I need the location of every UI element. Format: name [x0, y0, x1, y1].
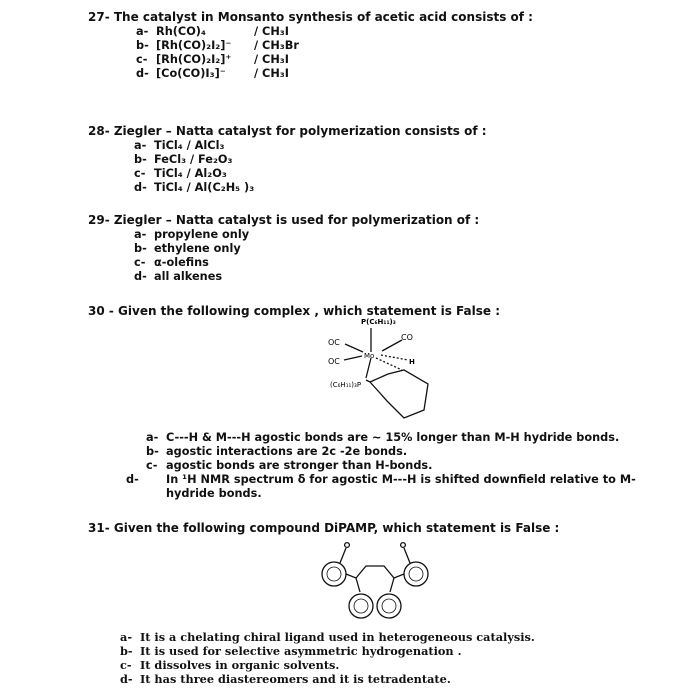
- cyclohexyl-ring: [370, 370, 428, 418]
- option-reagent: / CH₃I: [254, 25, 289, 38]
- option-text: α-olefins: [154, 256, 209, 269]
- question-29: [88, 213, 479, 284]
- option-letter: b-: [136, 39, 149, 52]
- question-title: 31- Given the following compound DiPAMP, which statement is False :: [88, 521, 560, 535]
- option-b: [134, 242, 479, 256]
- option-letter: c-: [134, 256, 146, 269]
- option-c: [120, 658, 535, 672]
- option-reagent: / CH₃Br: [254, 39, 299, 52]
- ethylene-bridge: [346, 566, 404, 578]
- option-letter: d-: [136, 67, 149, 80]
- question-31: [88, 521, 559, 536]
- option-d: [120, 672, 535, 686]
- option-letter: c-: [134, 167, 146, 180]
- option-reagent: / CH₃I: [254, 53, 289, 66]
- oc-bond-1: [345, 344, 363, 352]
- option-text: TiCl₄ / AlCl₃: [154, 139, 225, 152]
- right-anisyl-aromatic: [409, 567, 423, 581]
- question-title: 30 - Given the following complex , which statement is False :: [88, 304, 501, 318]
- option-letter: c-: [146, 459, 158, 472]
- option-b: [146, 445, 656, 459]
- right-p-phenyl-bond: [390, 578, 394, 592]
- option-letter: d-: [120, 672, 133, 686]
- option-d: [126, 473, 656, 501]
- oc-bond-2: [344, 356, 362, 360]
- option-text: [Rh(CO)₂I₂]⁺: [156, 53, 232, 66]
- option-text: all alkenes: [154, 270, 223, 283]
- option-letter: d-: [126, 473, 139, 486]
- option-text: [Rh(CO)₂I₂]⁻: [156, 39, 232, 52]
- option-letter: c-: [120, 658, 132, 672]
- option-letter: a-: [134, 228, 147, 241]
- option-text: It dissolves in organic solvents.: [140, 658, 340, 672]
- option-c: [146, 459, 656, 473]
- left-anisyl-aromatic: [327, 567, 341, 581]
- option-c: [134, 256, 479, 270]
- option-reagent: / CH₃I: [254, 67, 289, 80]
- option-letter: a-: [120, 630, 133, 644]
- question-title: 27- The catalyst in Monsanto synthesis of acetic acid consists of :: [88, 10, 533, 24]
- mo-h-agostic: [381, 355, 408, 360]
- bottom-ligand-label: (C₆H₁₁)₃P: [330, 381, 362, 389]
- co-bond: [382, 340, 402, 351]
- co-label: CO: [401, 333, 413, 342]
- top-ligand-label: P(C₆H₁₁)₃: [361, 318, 396, 326]
- option-c: [134, 167, 487, 181]
- option-a: [120, 630, 535, 644]
- option-b: [134, 153, 487, 167]
- left-oxygen: [345, 543, 350, 548]
- option-text: It has three diastereomers and it is tetradentate.: [140, 672, 451, 686]
- option-letter: b-: [120, 644, 133, 658]
- right-phenyl-aromatic: [382, 599, 396, 613]
- option-letter: b-: [134, 153, 147, 166]
- option-letter: b-: [134, 242, 147, 255]
- option-letter: d-: [134, 270, 147, 283]
- option-letter: b-: [146, 445, 159, 458]
- option-letter: d-: [134, 181, 147, 194]
- option-text: TiCl₄ / Al(C₂H₅ )₃: [154, 181, 255, 194]
- left-phenyl-aromatic: [354, 599, 368, 613]
- option-d: [136, 67, 533, 81]
- option-letter: a-: [146, 431, 159, 444]
- option-text: In ¹H NMR spectrum δ for agostic M---H is shifted downfield relative to M-hydride bonds.: [166, 473, 636, 500]
- question-31-options: [120, 630, 535, 686]
- option-a: [146, 431, 656, 445]
- option-letter: c-: [136, 53, 148, 66]
- oc-label-1: OC: [328, 338, 340, 347]
- option-text: propylene only: [154, 228, 250, 241]
- right-anisyl-ring: [404, 562, 428, 586]
- question-27: [88, 10, 533, 81]
- option-a: [134, 228, 479, 242]
- option-a: [136, 25, 533, 39]
- option-d: [134, 270, 479, 284]
- option-text: It is a chelating chiral ligand used in heterogeneous catalysis.: [140, 630, 535, 644]
- question-30-options: [126, 431, 656, 501]
- option-letter: a-: [136, 25, 149, 38]
- option-text: C---H & M---H agostic bonds are ~ 15% longer than M-H hydride bonds.: [166, 431, 620, 444]
- question-title: 29- Ziegler – Natta catalyst is used for polymerization of :: [88, 213, 480, 227]
- option-text: [Co(CO)I₃]⁻: [156, 67, 226, 80]
- question-title: 28- Ziegler – Natta catalyst for polymerization consists of :: [88, 124, 487, 138]
- option-text: It is used for selective asymmetric hydrogenation .: [140, 644, 462, 658]
- option-text: agostic interactions are 2c -2e bonds.: [166, 445, 408, 458]
- option-text: FeCl₃ / Fe₂O₃: [154, 153, 233, 166]
- mo-p-bond-bottom: [366, 358, 371, 378]
- option-c: [136, 53, 533, 67]
- dipamp-structure: [300, 536, 450, 626]
- agostic-complex-structure: [300, 314, 470, 426]
- option-b: [120, 644, 535, 658]
- option-text: agostic bonds are stronger than H-bonds.: [166, 459, 433, 472]
- right-oxygen: [401, 543, 406, 548]
- option-text: ethylene only: [154, 242, 241, 255]
- metal-label: Mo: [364, 352, 375, 360]
- left-methoxy-bond: [340, 548, 346, 563]
- hydrogen-label: H: [409, 358, 415, 366]
- option-a: [134, 139, 487, 153]
- option-text: Rh(CO)₄: [156, 25, 206, 38]
- option-text: TiCl₄ / Al₂O₃: [154, 167, 227, 180]
- oc-label-2: OC: [328, 357, 340, 366]
- left-phenyl-ring: [349, 594, 373, 618]
- left-anisyl-ring: [322, 562, 346, 586]
- mo-c-agostic: [376, 358, 402, 370]
- left-p-phenyl-bond: [356, 578, 360, 592]
- option-b: [136, 39, 533, 53]
- option-d: [134, 181, 487, 195]
- ring-bond: [366, 380, 370, 382]
- right-methoxy-bond: [404, 548, 410, 563]
- question-28: [88, 124, 487, 195]
- right-phenyl-ring: [377, 594, 401, 618]
- option-letter: a-: [134, 139, 147, 152]
